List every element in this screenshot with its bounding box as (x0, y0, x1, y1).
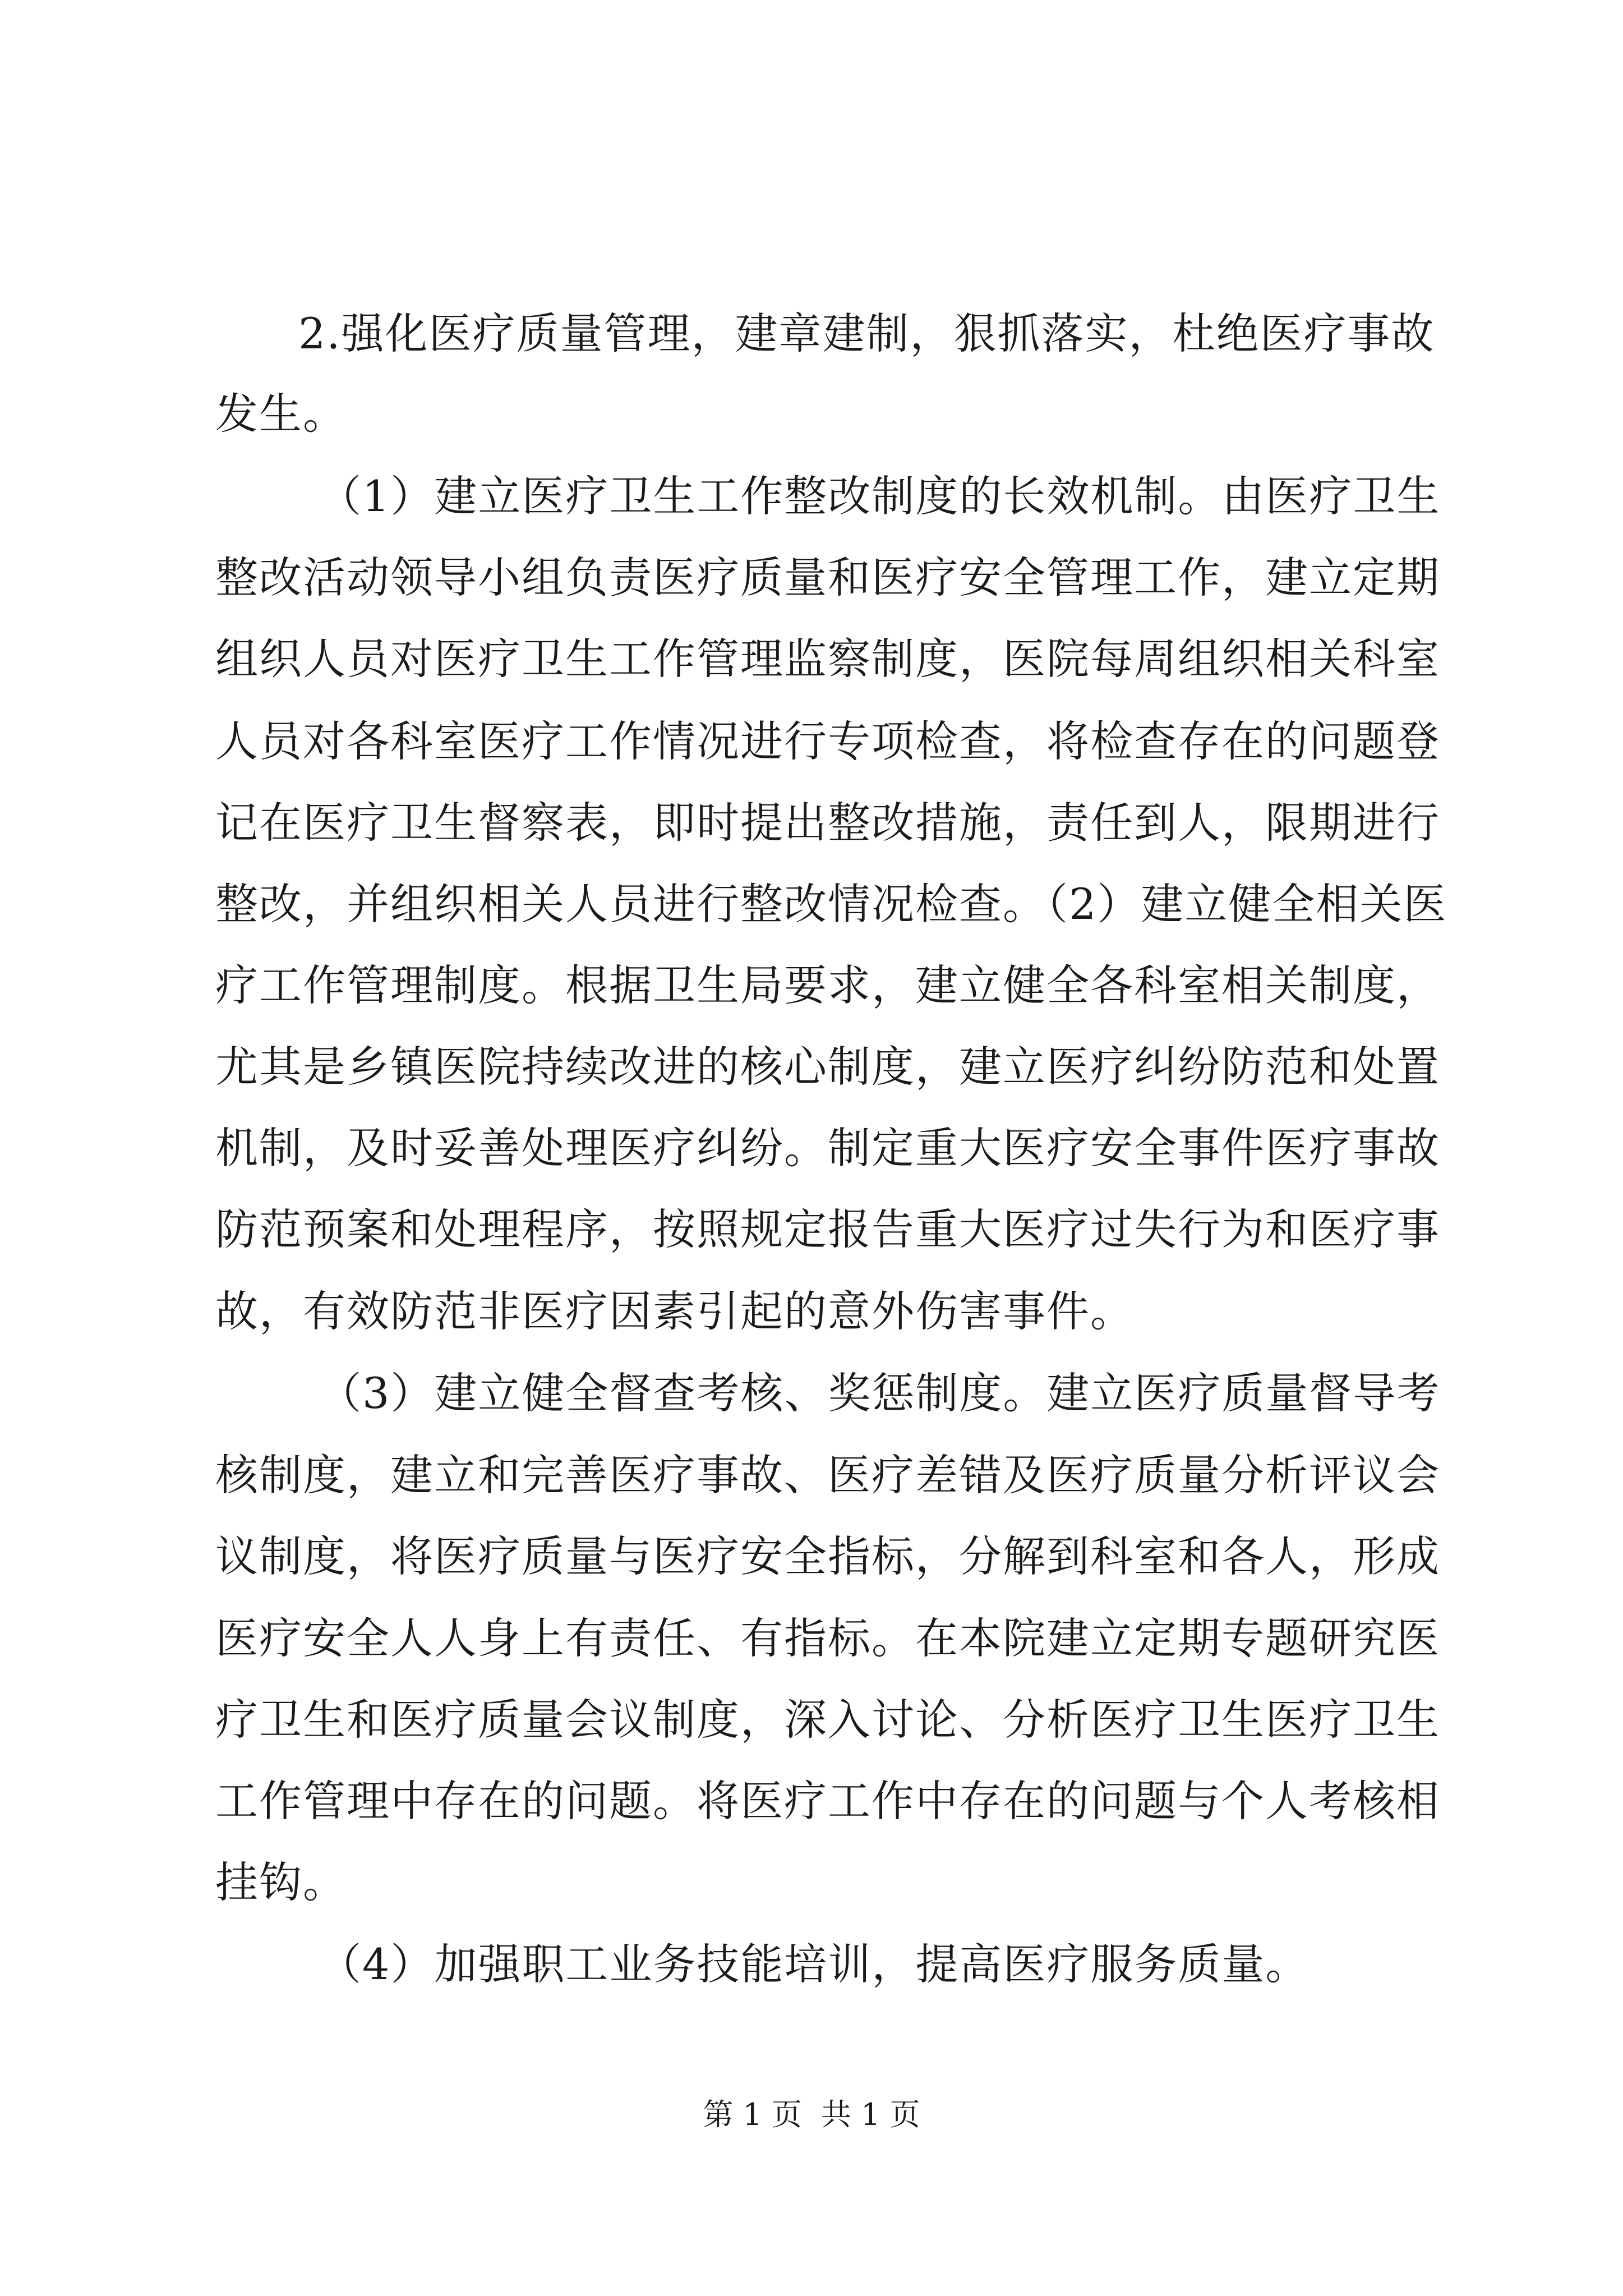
paragraph-line: 疗工作管理制度。根据卫生局要求，建立健全各科室相关制度， (215, 960, 1440, 1010)
paragraph-line: 整改，并组织相关人员进行整改情况检查。（2）建立健全相关医 (215, 879, 1447, 929)
paragraph-line: 疗卫生和医疗质量会议制度，深入讨论、分析医疗卫生医疗卫生 (215, 1695, 1440, 1745)
paragraph-line: 记在医疗卫生督察表，即时提出整改措施，责任到人，限期进行 (215, 798, 1440, 848)
paragraph-line: 防范预案和处理程序，按照规定报告重大医疗过失行为和医疗事 (215, 1204, 1440, 1254)
paragraph-line: 工作管理中存在的问题。将医疗工作中存在的问题与个人考核相 (215, 1776, 1440, 1826)
paragraph-line: 议制度，将医疗质量与医疗安全指标，分解到科室和各人，形成 (215, 1531, 1440, 1581)
paragraph-line: 整改活动领导小组负责医疗质量和医疗安全管理工作，建立定期 (215, 553, 1440, 602)
paragraph-line: 尤其是乡镇医院持续改进的核心制度，建立医疗纠纷防范和处置 (215, 1042, 1440, 1092)
paragraph-line: 组织人员对医疗卫生工作管理监察制度，医院每周组织相关科室 (215, 634, 1440, 684)
page-footer (0, 2095, 1623, 2134)
paragraph-line: 2.强化医疗质量管理，建章建制，狠抓落实，杜绝医疗事故 (298, 309, 1435, 358)
paragraph-line: （1）建立医疗卫生工作整改制度的长效机制。由医疗卫生 (319, 471, 1441, 521)
paragraph-line: 机制，及时妥善处理医疗纠纷。制定重大医疗安全事件医疗事故 (215, 1123, 1440, 1173)
paragraph-line: （4）加强职工业务技能培训，提高医疗服务质量。 (319, 1939, 1310, 1989)
paragraph-line: 故，有效防范非医疗因素引起的意外伤害事件。 (215, 1286, 1134, 1336)
paragraph-line: （3）建立健全督查考核、奖惩制度。建立医疗质量督导考 (319, 1368, 1441, 1418)
page-number: 第 1 页 (703, 2097, 802, 2132)
paragraph-line: 医疗安全人人身上有责任、有指标。在本院建立定期专题研究医 (215, 1613, 1440, 1663)
paragraph-line: 挂钩。 (215, 1857, 347, 1907)
paragraph-line: 核制度，建立和完善医疗事故、医疗差错及医疗质量分析评议会 (215, 1450, 1440, 1500)
page-total: 共 1 页 (821, 2097, 920, 2132)
paragraph-line: 发生。 (215, 389, 347, 439)
paragraph-line: 人员对各科室医疗工作情况进行专项检查，将检查存在的问题登 (215, 716, 1440, 766)
